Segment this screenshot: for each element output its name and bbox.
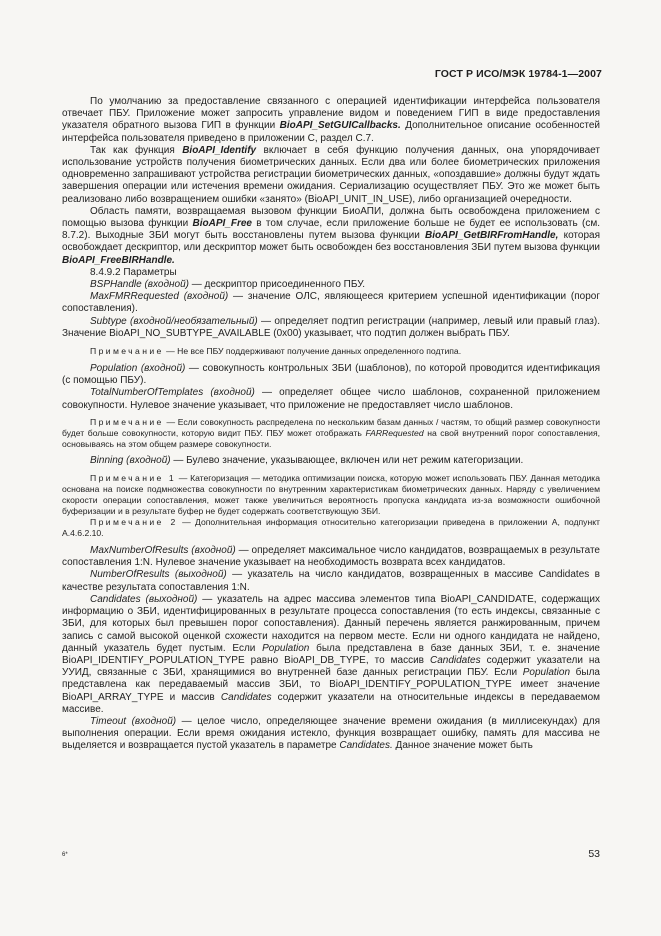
- param-maxfmr: MaxFMRRequested (входной) — значение ОЛС, являющееся критерием успешной идентификации (порог сопоставления).: [62, 291, 600, 315]
- param-timeout: Timeout (входной) — целое число, определяющее значение времени ожидания (в миллисекундах) для выполнения операции. Если время ожидания истекло, функция возвращает ошибку, память для массива не выделяется и возвращается пустой указатель в параметре Candidates. Данное значение может быть: [62, 715, 600, 752]
- param-name: MaxNumberOfResults (входной): [90, 545, 236, 557]
- note-label: Примечание 2: [90, 517, 178, 528]
- function-name: BioAPI_Free: [192, 218, 252, 230]
- footer-mark: 6*: [62, 852, 68, 858]
- note-population: Примечание — Если совокупность распределена по нескольким базам данных / частям, то общий размер совокупности будет больше совокупности, которую видит ПБУ. ПБУ может отображать FARRequested на свой внутренний порог сопоставления, основываясь на этом общем размере совокупности.: [62, 416, 600, 449]
- param-population: Population (входной) — совокупность контрольных ЗБИ (шаблонов), по которой проводится идентификация (с помощью ПБУ).: [62, 363, 600, 387]
- param-totaltemplates: TotalNumberOfTemplates (входной) — определяет общее число шаблонов, сохраненной приложением совокупности. Нулевое значение указывает, что приложение не предоставляет число шаблонов.: [62, 387, 601, 411]
- param-name: Candidates (выходной): [90, 593, 198, 605]
- function-name: BioAPI_Identify: [182, 144, 257, 156]
- function-name: BioAPI_FreeBIRHandle.: [62, 254, 175, 266]
- param-bsphandle: BSPHandle (входной) — дескриптор присоединенного ПБУ.: [90, 279, 366, 291]
- param-name: NumberOfResults (выходной): [90, 569, 227, 581]
- note-label: Примечание: [90, 416, 164, 427]
- param-name: Subtype (входной/необязательный): [90, 315, 258, 327]
- param-name: Binning (входной): [90, 454, 171, 466]
- param-name: Population (входной): [90, 363, 186, 375]
- param-binning: Binning (входной) — Булево значение, указывающее, включен или нет режим категоризации.: [90, 454, 524, 466]
- note-label: Примечание: [90, 346, 164, 357]
- page-number: 53: [588, 848, 600, 860]
- document-body: [62, 96, 600, 753]
- paragraph-identify: Так как функция BioAPI_Identify включает в себя функцию получения данных, она упорядочивает использование устройств получения биометрических данных. Если два или более биометрических приложения одновременно запрашивают устройства регистрации биометрических данных, «опоздавшие» должны будут ждать завершения операции или истечения времени ожидания. Сериализацию осуществляет ПБУ. Это же может быть реализовано либо возвращением ошибки «занято» (BioAPI_UNIT_IN_USE), либо организацией очередности.: [62, 144, 600, 205]
- function-name: BioAPI_SetGUICallbacks.: [279, 120, 401, 132]
- param-name: TotalNumberOfTemplates (входной): [90, 387, 255, 399]
- note-subtype: Примечание — Не все ПБУ поддерживают получение данных определенного подтипа.: [90, 346, 462, 357]
- param-name: BSPHandle (входной): [90, 279, 189, 291]
- note-label: Примечание 1: [90, 473, 177, 484]
- note-binning-2: Примечание 2 — Дополнительная информация относительно категоризации приведена в приложении А, подпункт А.4.6.2.10.: [62, 517, 600, 539]
- param-name: MaxFMRRequested (входной): [90, 291, 229, 303]
- function-name: BioAPI_GetBIRFromHandle,: [425, 230, 559, 242]
- param-maxresults: MaxNumberOfResults (входной) — определяет максимальное число кандидатов, возвращаемых в результате сопоставления 1:N. Нулевое значение указывает на необходимость возврата всех кандидатов.: [62, 545, 600, 569]
- section-heading: 8.4.9.2 Параметры: [90, 266, 177, 278]
- note-binning-1: Примечание 1 — Категоризация — методика оптимизации поиска, которую может использовать ПБУ. Данная методика основана на поиске подмножества совокупности по внутренним характеристикам биометрических данных. Наряду с увеличением скорости операции сопоставления, может также увеличиться вероятность пропуска кандидата из-за возможности ошибочной буферизации и в результате буфер не будет содержать соответствующую ЗБИ.: [62, 473, 600, 517]
- paragraph-gui: По умолчанию за предоставление связанного с операцией идентификации интерфейса пользователя отвечает ПБУ. Приложение может запросить управление видом и поведением ГИП в виде предоставления указателя обратного вызова ГИП в функции BioAPI_SetGUICallbacks. Дополнительное описание особенностей интерфейса пользователя приведено в приложении С, раздел С.7.: [62, 96, 600, 144]
- param-candidates: Candidates (выходной) — указатель на адрес массива элементов типа BioAPI_CANDIDATE, содержащих информацию о ЗБИ, идентифицированных в результате процесса сопоставления (то есть индексы, связанные с ЗБИ, для которых был превышен порог сопоставления). Данный перечень является ранжированным, причем запись с самой высокой оценкой схожести находится на первом месте. Если ни одного кандидата не найдено, данный указатель будет пустым. Если Population была представлена в базе данных ЗБИ, т. е. значение BioAPI_IDENTIFY_POPULATION_TYPE равно BioAPI_DB_TYPE, то массив Candidates содержит указатели на УУИД, связанные с ЗБИ, хранящимися во внутренней базе данных регистрации ПБУ. Если Population была представлена как передаваемый массив ЗБИ, то BioAPI_IDENTIFY_POPULATION_TYPE имеет значение BioAPI_ARRAY_TYPE и массив Candidates содержит указатели на относительные индексы в передаваемом массиве.: [62, 593, 601, 715]
- page-header: ГОСТ Р ИСО/МЭК 19784-1—2007: [434, 68, 602, 80]
- param-name: Timeout (входной): [90, 715, 177, 727]
- param-numresults: NumberOfResults (выходной) — указатель на число кандидатов, возвращенных в массиве Candidates в качестве результата сопоставления 1:N.: [62, 569, 600, 593]
- paragraph-memory: Область памяти, возвращаемая вызовом функции БиоАПИ, должна быть освобождена приложением с помощью вызова функции BioAPI_Free в том случае, если приложение больше не будет ее использовать (см. 8.7.2). Выходные ЗБИ могут быть восстановлены путем вызова функции BioAPI_GetBIRFromHandle, которая освобождает дескриптор, или дескриптор может быть освобожден без восстановления ЗБИ путем вызова функции BioAPI_FreeBIRHandle.: [62, 205, 600, 266]
- param-subtype: Subtype (входной/необязательный) — определяет подтип регистрации (например, левый или правый глаз). Значение BioAPI_NO_SUBTYPE_AVAILABLE (0x00) указывает, что подтип должен выбрать ПБУ.: [62, 315, 600, 339]
